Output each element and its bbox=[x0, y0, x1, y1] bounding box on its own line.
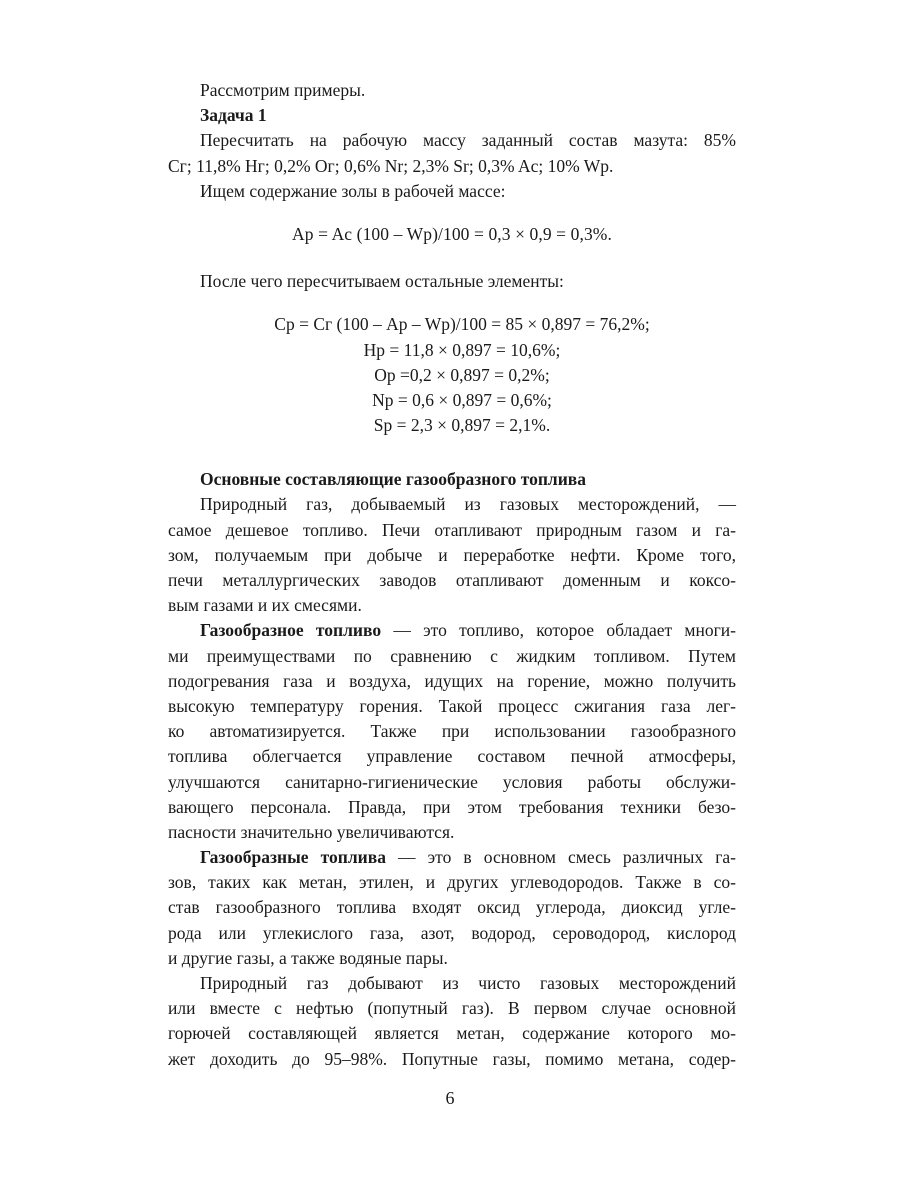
paragraph-line: печи металлургических заводов отапливают доменным и коксо- bbox=[168, 570, 736, 590]
formula-line: Hp = 11,8 × 0,897 = 10,6%; bbox=[363, 339, 561, 360]
paragraph-line: рода или углекислого газа, азот, водород, сероводород, кислород bbox=[168, 922, 736, 943]
paragraph-line: Природный газ, добываемый из газовых месторождений, — bbox=[200, 494, 736, 515]
page-body bbox=[168, 78, 736, 1072]
paragraph-line: ми преимуществами по сравнению с жидким топливом. Путем bbox=[168, 645, 736, 666]
recalc-intro-text: После чего пересчитываем остальные элементы: bbox=[200, 271, 564, 292]
ash-intro-text: Ищем содержание золы в рабочей массе: bbox=[200, 180, 506, 201]
formula-line: Op =0,2 × 0,897 = 0,2%; bbox=[374, 364, 550, 385]
formula-ash: Ap = Ac (100 – Wp)/100 = 0,3 × 0,9 = 0,3%. bbox=[292, 223, 612, 244]
paragraph-line: пасности значительно увеличиваются. bbox=[168, 821, 455, 842]
paragraph-line: подогревания газа и воздуха, идущих на горение, можно получить bbox=[168, 670, 736, 691]
formula-line: Sp = 2,3 × 0,897 = 2,1%. bbox=[373, 415, 551, 436]
formula-block bbox=[168, 312, 736, 438]
intro-text: Рассмотрим примеры. bbox=[200, 80, 366, 100]
paragraph-line: став газообразного топлива входят оксид углерода, диоксид угле- bbox=[168, 897, 736, 918]
term-bold: Газообразное топливо bbox=[200, 620, 382, 641]
task-line: Cг; 11,8% Hг; 0,2% Oг; 0,6% Nr; 2,3% Sr; 0,3% Ac; 10% Wp. bbox=[168, 155, 614, 176]
formula-line: Cp = Cг (100 – Ap – Wp)/100 = 85 × 0,897 = 76,2%; bbox=[274, 314, 650, 335]
paragraph-line: жет доходить до 95–98%. Попутные газы, помимо метана, содер- bbox=[168, 1048, 736, 1069]
page-number: 6 bbox=[445, 1088, 455, 1108]
task-line: Пересчитать на рабочую массу заданный состав мазута: 85% bbox=[200, 130, 736, 151]
paragraph-line: высокую температуру горения. Такой процесс сжигания газа лег- bbox=[168, 695, 736, 716]
paragraph-text: — это топливо, которое обладает многи- bbox=[381, 620, 736, 641]
paragraph-line: зом, получаемым при добыче и переработке нефти. Кроме того, bbox=[168, 544, 736, 565]
paragraph-text: — это в основном смесь различных га- bbox=[385, 847, 736, 868]
paragraph-line bbox=[168, 845, 736, 870]
paragraph-line: вающего персонала. Правда, при этом требования техники безо- bbox=[168, 796, 736, 817]
term-bold: Газообразные топлива bbox=[200, 847, 386, 868]
paragraph-line: ко автоматизируется. Также при использовании газообразного bbox=[168, 721, 736, 742]
paragraph-line: горючей составляющей является метан, содержание которого мо- bbox=[168, 1023, 736, 1044]
paragraph-line: Природный газ добывают из чисто газовых месторождений bbox=[200, 973, 736, 993]
section-heading: Основные составляющие газообразного топлива bbox=[200, 469, 586, 490]
paragraph-line: или вместе с нефтью (попутный газ). В первом случае основной bbox=[168, 998, 736, 1019]
paragraph-line: и другие газы, а также водяные пары. bbox=[168, 947, 448, 968]
task-title: Задача 1 bbox=[200, 105, 267, 126]
paragraph-line: улучшаются санитарно-гигиенические условия работы обслужи- bbox=[168, 771, 736, 792]
paragraph-line bbox=[168, 618, 736, 643]
formula-line: Np = 0,6 × 0,897 = 0,6%; bbox=[372, 389, 552, 410]
paragraph-line: топлива облегчается управление составом печной атмосферы, bbox=[168, 746, 736, 767]
paragraph-line: вым газами и их смесями. bbox=[168, 595, 362, 616]
paragraph-line: зов, таких как метан, этилен, и других углеводородов. Также в со- bbox=[168, 872, 736, 893]
paragraph-line: самое дешевое топливо. Печи отапливают природным газом и га- bbox=[168, 519, 736, 540]
